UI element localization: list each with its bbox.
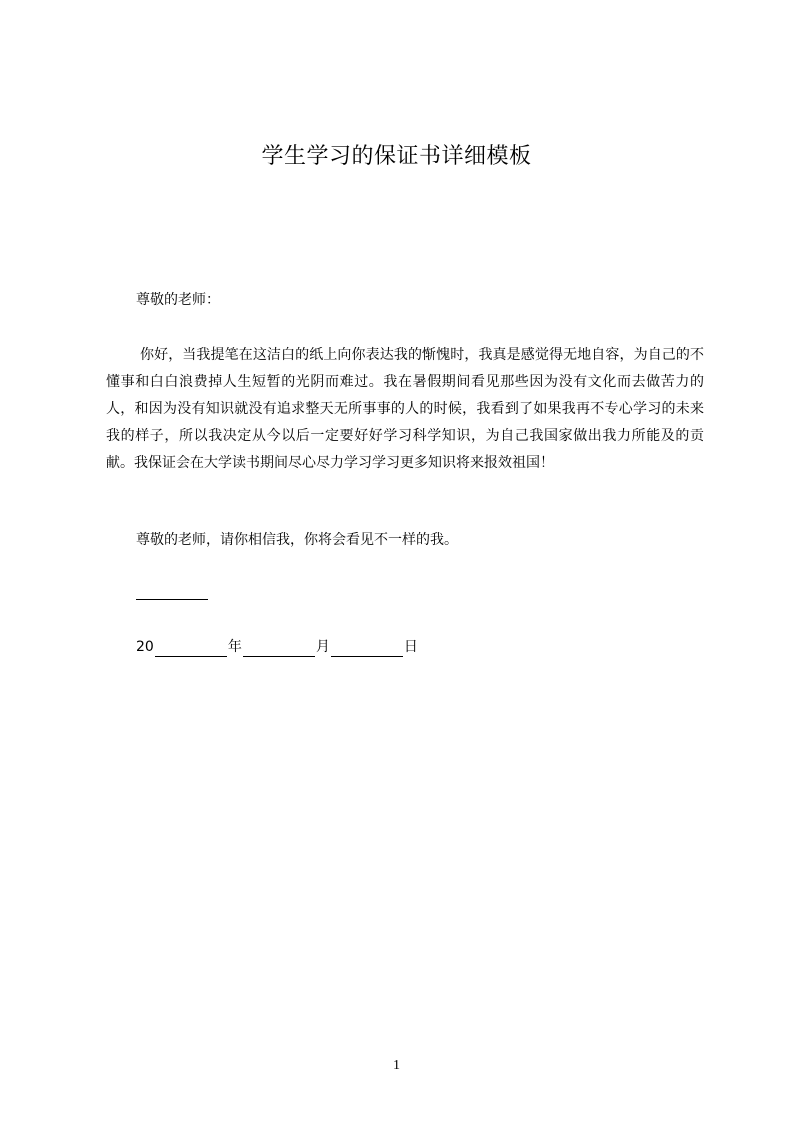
- salutation: 尊敬的老师：: [136, 292, 220, 308]
- day-blank: [331, 642, 403, 657]
- date-line: [136, 637, 418, 657]
- signature-blank: [136, 599, 208, 600]
- page-number: 1: [393, 1058, 400, 1073]
- closing-line: 尊敬的老师，请你相信我，你将会看见不一样的我。: [136, 532, 458, 548]
- month-blank: [243, 642, 315, 657]
- year-blank: [155, 642, 227, 657]
- document-title: 学生学习的保证书详细模板: [261, 144, 532, 169]
- date-year-prefix: 20: [136, 639, 154, 655]
- body-paragraph: 你好，当我提笔在这洁白的纸上向你表达我的惭愧时，我真是感觉得无地自容，为自己的不懂事和白白浪费掉人生短暂的光阴而难过。我在暑假期间看见那些因为没有文化而去做苦力的人，和因为没有知识就没有追求整天无所事事的人的时候，我看到了如果我再不专心学习的未来我的样子，所以我决定从今以后一定要好好学习科学知识，为自己我国家做出我力所能及的贡献。我保证会在大学读书期间尽心尽力学习学习更多知识将来报效祖国！: [106, 347, 704, 471]
- day-label: 日: [403, 639, 418, 655]
- month-label: 月: [315, 639, 330, 655]
- year-label: 年: [227, 639, 242, 655]
